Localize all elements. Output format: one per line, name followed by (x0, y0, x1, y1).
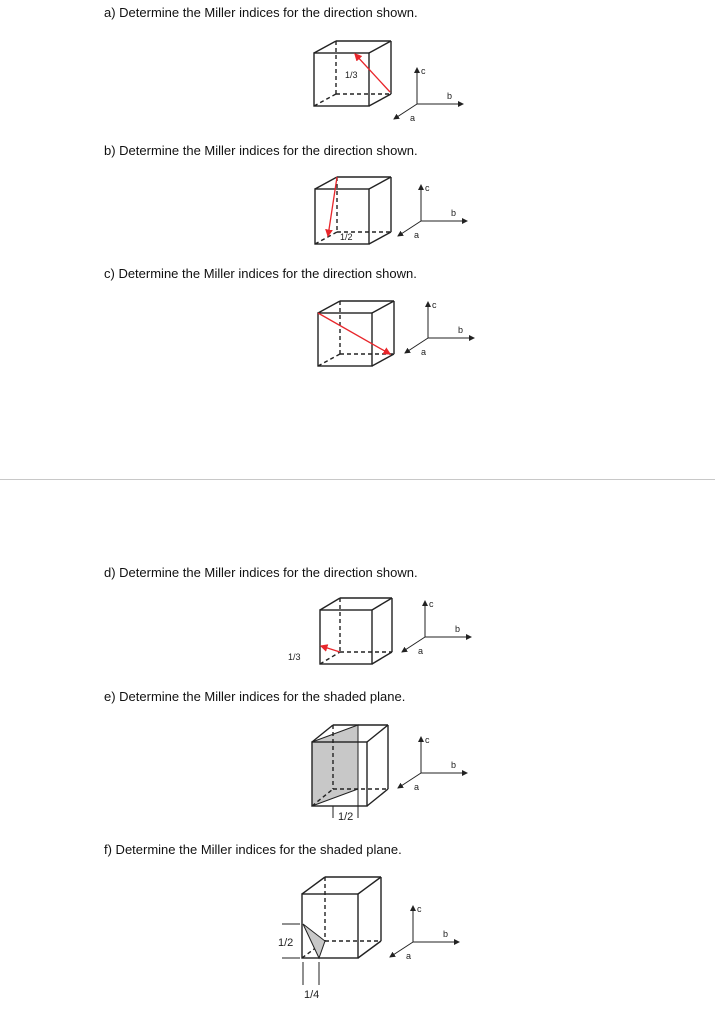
cube-edge (372, 652, 392, 664)
cube-edge (367, 725, 388, 742)
axes-icon (405, 300, 474, 357)
figure-f (278, 877, 459, 1001)
c-axis-label: c (417, 904, 422, 914)
a-axis-label: a (421, 347, 427, 357)
cube-front-face (320, 610, 372, 664)
hidden-edge (314, 94, 336, 106)
question-f: f) Determine the Miller indices for the shaded plane. (104, 842, 402, 857)
cube-edge (302, 877, 325, 894)
b-axis-label: b (443, 929, 449, 939)
question-b: b) Determine the Miller indices for the direction shown. (104, 143, 418, 158)
cube-edge (372, 354, 394, 366)
b-axis-label: b (451, 208, 457, 218)
a-axis-label: a (410, 113, 416, 123)
cube-edge (314, 41, 336, 53)
fraction-label: 1/2 (278, 937, 294, 949)
direction-arrow (321, 646, 340, 652)
axes-icon (402, 599, 471, 656)
question-c: c) Determine the Miller indices for the direction shown. (104, 266, 417, 281)
direction-arrow (328, 177, 337, 236)
c-axis-label: c (429, 599, 434, 609)
cube-edge (358, 941, 381, 958)
cube-edge (320, 598, 340, 610)
c-axis-label: c (425, 183, 430, 193)
fraction-label: 1/3 (288, 652, 301, 662)
cube-front-face (302, 894, 358, 958)
cube-edge (315, 177, 337, 189)
b-axis-label: b (451, 760, 457, 770)
figure-c (318, 300, 474, 366)
c-axis-label: c (432, 300, 437, 310)
figure-a (314, 41, 463, 123)
direction-arrow (355, 54, 390, 92)
a-axis-label: a (414, 782, 420, 792)
hidden-edge (320, 652, 340, 664)
shaded-plane (303, 924, 325, 958)
cube-edge (372, 301, 394, 313)
axes-icon (398, 183, 467, 240)
cube-edge (367, 789, 388, 806)
axes-icon (390, 904, 459, 961)
cube-edge (369, 94, 391, 106)
c-axis-label: c (421, 66, 426, 76)
fraction-label: 1/4 (304, 989, 320, 1001)
question-d: d) Determine the Miller indices for the direction shown. (104, 565, 418, 580)
cube-edge (372, 598, 392, 610)
b-axis-label: b (447, 91, 453, 101)
b-axis-label: b (458, 325, 464, 335)
cube-edge (369, 177, 391, 189)
figure-b (315, 177, 467, 244)
cube-edge (358, 877, 381, 894)
hidden-edge (315, 232, 337, 244)
a-axis-label: a (406, 951, 412, 961)
fraction-label: 1/2 (338, 811, 354, 823)
hidden-edge (318, 354, 340, 366)
axes-icon (394, 66, 463, 123)
axes-icon (398, 735, 467, 792)
cube-edge (318, 301, 340, 313)
b-axis-label: b (455, 624, 461, 634)
cube-edge (369, 41, 391, 53)
a-axis-label: a (418, 646, 424, 656)
question-e: e) Determine the Miller indices for the shaded plane. (104, 689, 406, 704)
direction-arrow (318, 313, 390, 354)
figure-d (288, 598, 471, 664)
cube-edge (369, 232, 391, 244)
c-axis-label: c (425, 735, 430, 745)
figure-e (312, 725, 467, 823)
a-axis-label: a (414, 230, 420, 240)
fraction-label: 1/2 (340, 232, 353, 242)
question-a: a) Determine the Miller indices for the direction shown. (104, 5, 418, 20)
fraction-label: 1/3 (345, 70, 358, 80)
